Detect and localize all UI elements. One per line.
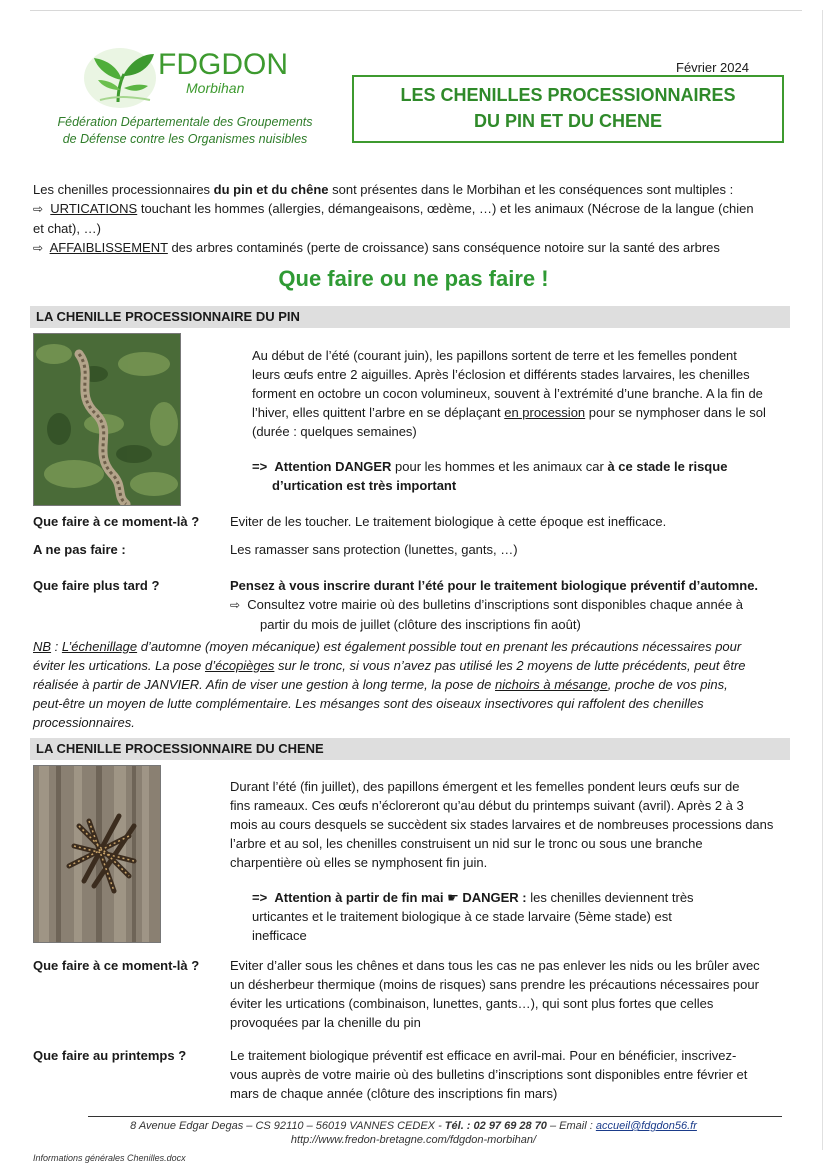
footer-url-link[interactable]: http://www.fredon-bretagne.com/fdgdon-morbihan/ <box>290 1134 537 1146</box>
pin-danger-warning: => Attention DANGER pour les hommes et les animaux car à ce stade le risque d’urtication est très important <box>252 459 728 493</box>
pin-q3-text: Pensez à vous inscrire durant l’été pour le traitement biologique préventif d’automne. ⇨ Consultez votre mairie où des bulletins d’inscriptions sont disponibles chaque année à partir du mois de juillet (clôture des inscriptions fin août) <box>230 578 759 632</box>
title-line-1: LES CHENILLES PROCESSIONNAIRES <box>400 85 736 105</box>
chene-q2-text: Le traitement biologique préventif est efficace en avril-mai. Pour en bénéficier, inscrivez- vous auprès de votre mairie où des bulletins d’inscriptions sont disponibles entre février et mars de chaque année (clôture des inscriptions fin mars) <box>230 1048 748 1101</box>
footer-address: 8 Avenue Edgar Degas – CS 92110 – 56019 VANNES CEDEX - Tél. : 02 97 69 28 70 – Email : accueil@fdgdon56.fr <box>130 1120 697 1132</box>
logo-subtitle: Morbihan <box>186 80 245 96</box>
pine-caterpillar-photo <box>33 333 181 506</box>
arrow-right-icon: ⇨ <box>33 241 44 255</box>
section-title-pin: LA CHENILLE PROCESSIONNAIRE DU PIN <box>30 306 790 328</box>
section-title-chene: LA CHENILLE PROCESSIONNAIRE DU CHENE <box>30 738 790 760</box>
pin-q1-text: Eviter de les toucher. Le traitement biologique à cette époque est inefficace. <box>230 514 667 529</box>
pin-description: Au début de l’été (courant juin), les papillons sortent de terre et les femelles pondent leurs œufs entre 2 aiguilles. Après l’éclosion et différents stades larvaires, les chenilles forment en octobre un cocon volumineux, souvent à l’extrémité d’une branche. A la fin de l’hiver, elles quittent l’arbre en se déplaçant en procession pour se nymphoser dans le sol (durée : quelques semaines) <box>252 348 766 439</box>
chene-description: Durant l’été (fin juillet), des papillons émergent et les femelles pondent leurs œufs sur de fins rameaux. Ces œufs n’écloreront qu’au début du printemps suivant (avril). Après 2 à 3 mois au cours desquels se succèdent six stades larvaires et de nombreuses processions dans l’arbre et au sol, les chenilles construisent un nid sur le tronc ou sous une branche charpentière où elles se nymphosent fin juin. <box>230 779 774 870</box>
document-filename: Informations générales Chenilles.docx <box>33 1153 186 1163</box>
footer-divider <box>88 1116 782 1117</box>
headline: Que faire ou ne pas faire ! <box>278 266 549 291</box>
page-right-border <box>822 10 823 1150</box>
intro-bullet-affaiblissement: ⇨ AFFAIBLISSEMENT des arbres contaminés (perte de croissance) sans conséquence notoire sur la santé des arbres <box>33 240 720 255</box>
federation-line-1: Fédération Départementale des Groupements <box>57 115 313 129</box>
hand-pointer-icon: ☛ <box>447 890 459 905</box>
oak-caterpillar-nest-photo <box>33 765 161 943</box>
pin-q2-label: A ne pas faire : <box>33 542 126 557</box>
chene-q1-label: Que faire à ce moment-là ? <box>33 958 200 973</box>
arrow-right-icon: ⇨ <box>230 598 241 612</box>
pin-q2-text: Les ramasser sans protection (lunettes, gants, …) <box>230 542 518 557</box>
pin-q3-label: Que faire plus tard ? <box>33 578 160 593</box>
intro-bullet-urtications: ⇨ URTICATIONS touchant les hommes (allergies, démangeaisons, œdème, …) et les animaux (Nécrose de la langue (chien <box>33 201 754 216</box>
chene-q2-label: Que faire au printemps ? <box>33 1048 187 1063</box>
title-line-2: DU PIN ET DU CHENE <box>473 111 662 131</box>
title-box <box>352 75 784 143</box>
intro-paragraph: Les chenilles processionnaires du pin et du chêne sont présentes dans le Morbihan et les conséquences sont multiples : ⇨ URTICATIONS touchant les hommes (allergies, démangeaisons, œdème, …) et les animaux (Nécrose de la langue (chien et chat), …) ⇨ AFFAIBLISSEMENT des arbres contaminés (perte de croissance) sans conséquence notoire sur la santé des arbres <box>33 180 793 258</box>
page-top-border <box>30 10 802 11</box>
chene-danger-warning: => Attention à partir de fin mai ☛ DANGER : les chenilles deviennent très urticantes et le traitement biologique à ce stade larvaire (5ème stade) est inefficace <box>252 890 694 943</box>
footer-email-link[interactable]: accueil@fdgdon56.fr <box>595 1120 697 1132</box>
federation-line-2: de Défense contre les Organismes nuisibles <box>62 132 308 146</box>
arrow-right-icon: ⇨ <box>33 202 44 216</box>
pin-q1-label: Que faire à ce moment-là ? <box>33 514 200 529</box>
document-date: Février 2024 <box>676 60 749 75</box>
chene-q1-text: Eviter d’aller sous les chênes et dans tous les cas ne pas enlever les nids ou les brûler avec un désherbeur thermique (moins de risques) sans prendre les précautions nécessaires pour éviter les urtications (combinaison, lunettes, gants…), qui sont plus fortes que celles provoquées par la chenille du pin <box>230 958 760 1030</box>
logo-name: FDGDON <box>158 48 288 81</box>
nb-paragraph: NB : L’échenillage d’automne (moyen mécanique) est également possible tout en prenant les précautions nécessaires pour éviter les urtications. La pose d’écopièges sur le tronc, si vous n’avez pas utilisé les 2 moyens de lutte précédents, peut être réalisée à partir de JANVIER. Afin de viser une gestion à long terme, la pose de nichoirs à mésange, proche de vos pins, peut-être un moyen de lutte complémentaire. Les mésanges sont des oiseaux insectivores qui raffolent des chenilles processionnaires. <box>33 639 746 730</box>
federation-name <box>30 114 340 148</box>
